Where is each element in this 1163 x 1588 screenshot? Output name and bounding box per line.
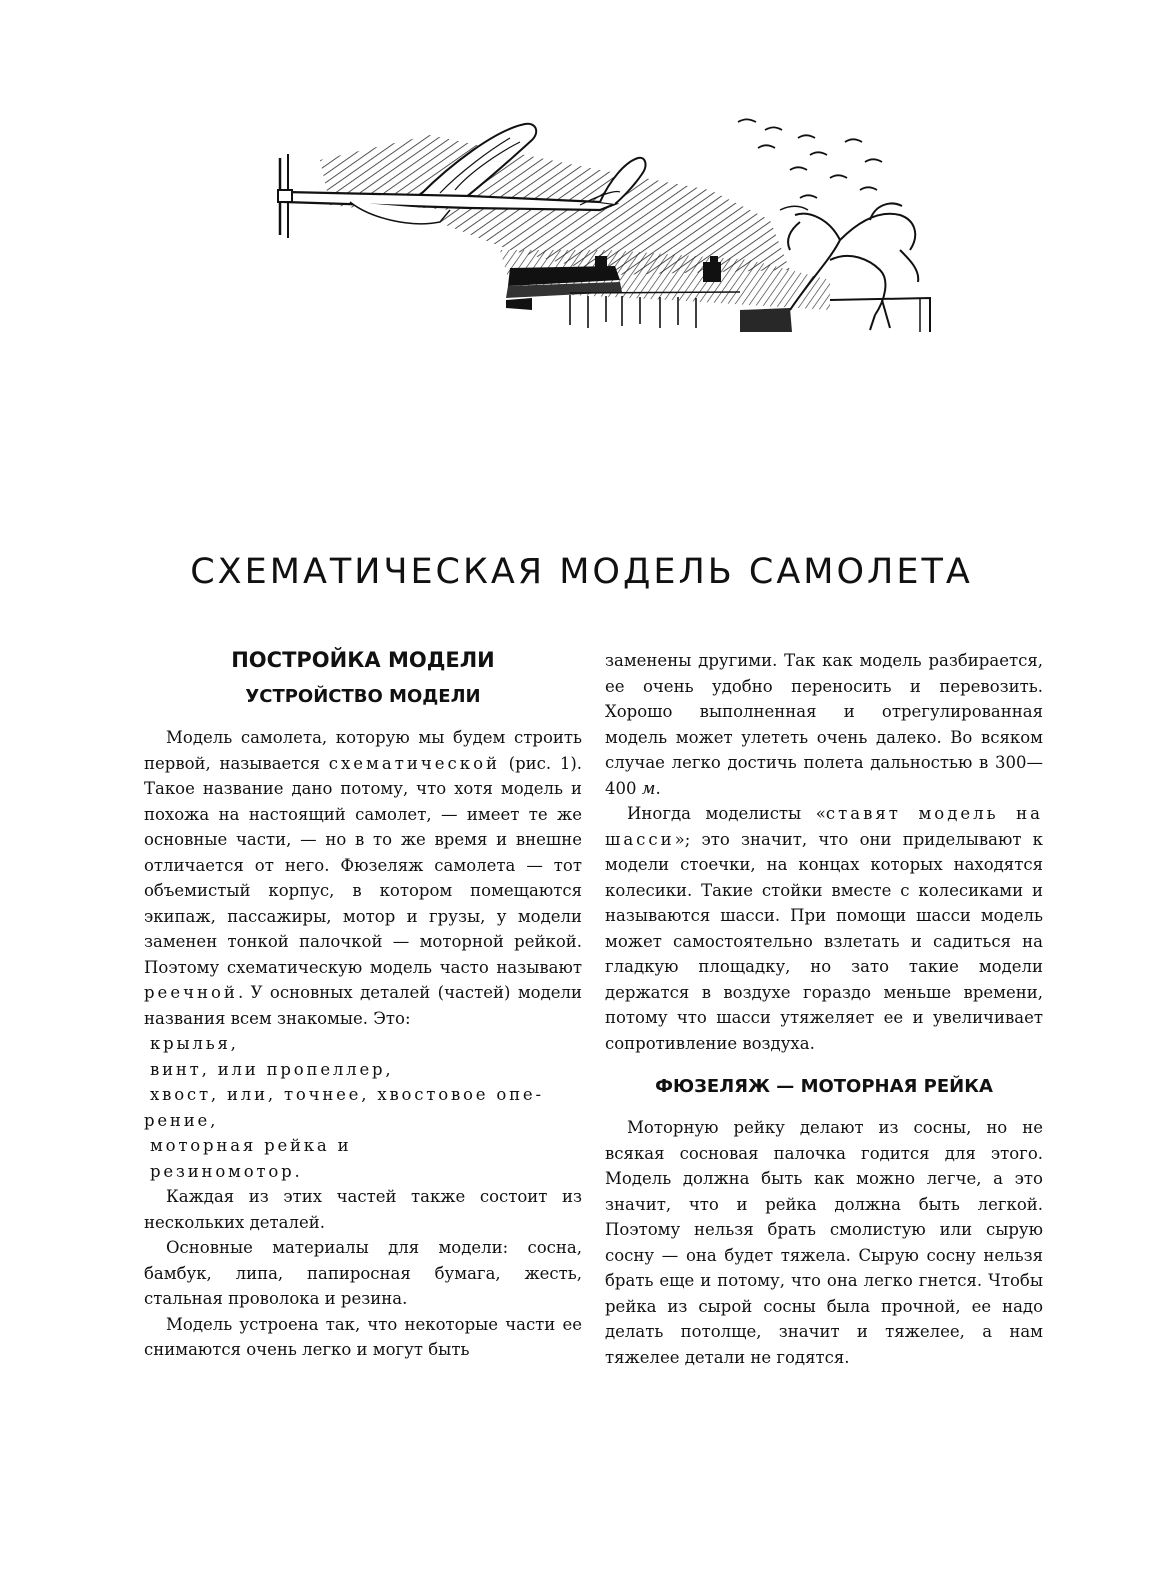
right-column (605, 648, 1043, 1370)
list-item: резиномотор. (150, 1161, 303, 1181)
paragraph-range (605, 648, 1043, 801)
birds-sketch (738, 119, 882, 198)
paragraph-parts-details: Каждая из этих частей также состоит из нескольких деталей. (144, 1187, 582, 1232)
emphasis-reechnoy: реечной (144, 983, 238, 1002)
paragraph-landing-gear (605, 801, 1043, 1056)
list-item: хвост, или, точнее, хвостовое опе- (150, 1085, 544, 1104)
tree-sketch (780, 204, 918, 330)
text-run: . (655, 778, 661, 798)
text-run: . У основных деталей (частей) модели названия всем знакомые. Это: (144, 983, 582, 1028)
list-item: винт, или пропеллер, (150, 1059, 394, 1079)
text-run: Иногда моделисты « (627, 804, 826, 823)
part-heading: ПОСТРОЙКА МОДЕЛИ (231, 648, 495, 672)
paragraph-materials: Основные материалы для модели: сосна, бамбук, липа, папиросная бумага, жесть, стальная проволока и резина. (144, 1238, 582, 1308)
section-heading-model-structure: УСТРОЙСТВО МОДЕЛИ (245, 686, 481, 707)
parts-list (144, 1031, 582, 1184)
unit-meters: м (641, 778, 656, 798)
list-item: рение, (144, 1110, 219, 1130)
text-run: заменены другими. Так как модель разбирается, ее очень удобно переносить и перевозить. Хорошо выполненная и отрегулированная модель может улететь очень далеко. Во всяком случае легко достичь полета дальностью в 300—400 (605, 651, 1043, 798)
header-illustration (270, 110, 945, 345)
paragraph-motor-stick: Моторную рейку делают из сосны, но не всякая сосновая палочка годится для этого. Модель должна быть как можно легче, а это значит, что и рейка должна быть легкой. Поэтому нельзя брать смолистую или сырую сосну — она будет тяжела. Сырую сосну нельзя брать еще и потому, что она легко гнется. Чтобы рейка из сырой сосны была прочной, ее надо делать потолще, значит и тяжелее, а нам тяжелее детали не годятся. (605, 1118, 1043, 1367)
text-run: Модель самолета, которую мы будем строить первой, называется (144, 728, 582, 773)
emphasis-landing-gear: ставят модель на шасси (605, 804, 1043, 849)
section-heading-fuselage: ФЮЗЕЛЯЖ — МОТОРНАЯ РЕЙКА (655, 1076, 993, 1097)
list-item: крылья, (150, 1034, 239, 1053)
left-column (144, 648, 582, 1363)
emphasis-schematic: схематической (328, 753, 501, 773)
text-run: »; это значит, что они приделывают к модели стоечки, на концах которых находятся колесики. Такие стойки вместе с колесиками и называются шасси. При помощи шасси модель может самостоятельно взлетать и садиться на гладкую площадку, но зато такие модели держатся в воздухе гораздо меньше времени, потому что шасси утяжеляет ее и увеличивает сопротивление воздуха. (605, 829, 1043, 1053)
text-run: (рис. 1). Такое название дано потому, что хотя модель и похожа на настоящий самолет, — имеет те же основные части, — но в то же время и внешне отличается от него. Фюзеляж самолета — тот объемистый корпус, в котором помещаются экипаж, пассажиры, мотор и грузы, у модели заменен тонкой палочкой — моторной рейкой. Поэтому схематическую модель часто называют (144, 753, 583, 977)
paragraph-model-intro (144, 725, 582, 1031)
chapter-title: СХЕМАТИЧЕСКАЯ МОДЕЛЬ САМОЛЕТА (190, 552, 973, 592)
paragraph-removable-parts: Модель устроена так, что некоторые части ее снимаются очень легко и могут быть (144, 1314, 582, 1359)
list-item: моторная рейка и (150, 1136, 352, 1155)
